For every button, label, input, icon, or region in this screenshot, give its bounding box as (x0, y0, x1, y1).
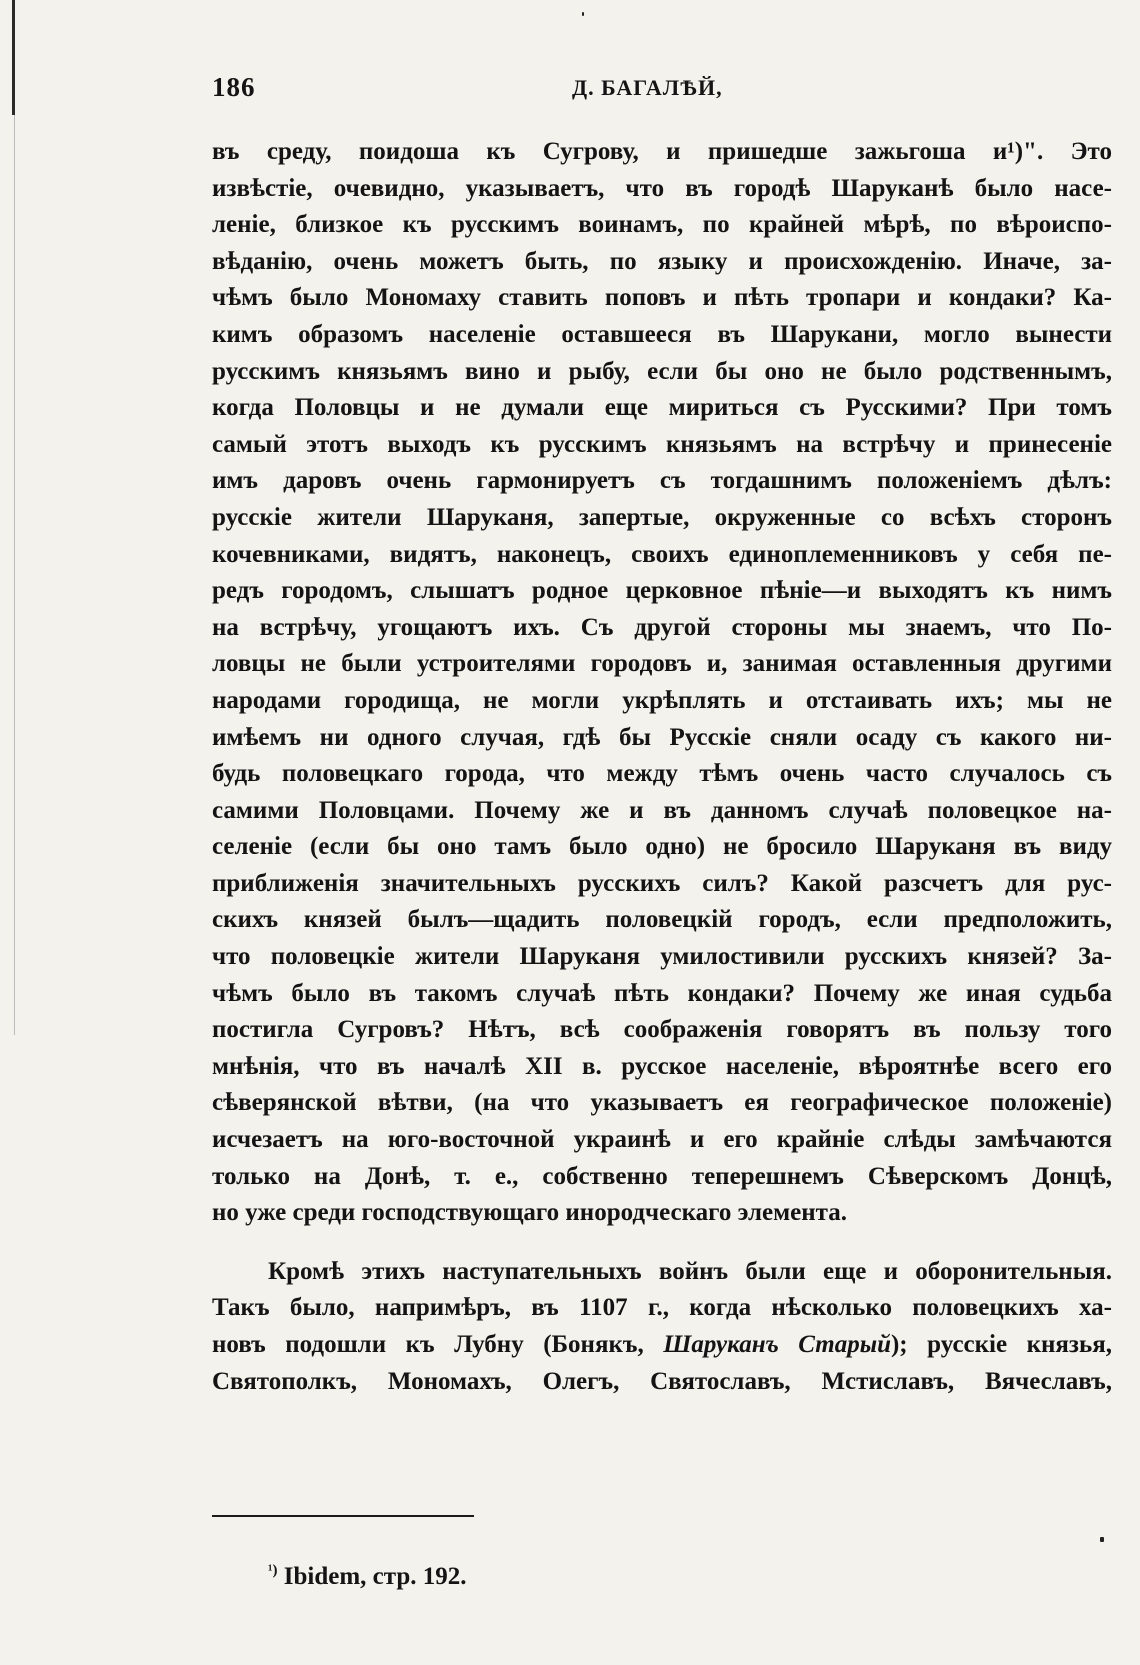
text-line: самими Половцами. Почему же и въ данномъ случаѣ половецкое на- (212, 796, 1112, 824)
text-line: русскіе жители Шаруканя, запертые, окруженные со всѣхъ сторонъ (212, 503, 1112, 531)
text-line: имѣемъ ни одного случая, гдѣ бы Русскіе сняли осаду съ какого ни- (212, 723, 1112, 751)
text-line: Святополкъ, Мономахъ, Олегъ, Святославъ, Мстиславъ, Вячеславъ, (212, 1367, 1112, 1395)
footnote (268, 1563, 467, 1591)
footnote-marker: ¹) (268, 1562, 278, 1579)
text-line-with-italic (212, 1327, 1112, 1364)
text-line: но уже среди господствующаго инородческаго элемента. (212, 1199, 847, 1227)
text-line: русскимъ князьямъ вино и рыбу, если бы оно не было родственнымъ, (212, 357, 1112, 385)
text-span: ); русскіе князья, (890, 1331, 1112, 1358)
text-line: Такъ было, напримѣръ, въ 1107 г., когда нѣсколько половецкихъ ха- (212, 1294, 1112, 1322)
text-line: селеніе (если бы оно тамъ было одно) не бросило Шаруканя въ виду (212, 833, 1112, 861)
text-line: только на Донѣ, т. е., собственно теперешнемъ Сѣверскомъ Донцѣ, (212, 1162, 1112, 1190)
text-line: что половецкіе жители Шаруканя умилостивили русскихъ князей? За- (212, 943, 1112, 971)
text-line: мнѣнія, что въ началѣ XII в. русское населеніе, вѣроятнѣе всего его (212, 1052, 1112, 1080)
print-speck (1100, 1537, 1104, 1542)
text-span: новъ подошли къ Лубну (Бонякъ, (212, 1331, 664, 1358)
paragraph-1 (212, 134, 1112, 1232)
text-line: народами городища, не могли укрѣплять и отстаивать ихъ; мы не (212, 686, 1112, 714)
paragraph-gap (212, 1232, 1112, 1254)
text-line: когда Половцы и не думали еще мириться съ Русскими? При томъ (212, 394, 1112, 422)
print-speck (582, 12, 584, 16)
page-binding-edge (12, 0, 15, 115)
text-line: имъ даровъ очень гармонируетъ съ тогдашнимъ положеніемъ дѣлъ: (212, 467, 1112, 495)
text-line: кимъ образомъ населеніе оставшееся въ Шарукани, могло вынести (212, 320, 1112, 348)
text-line: въ среду, поидоша къ Сугрову, и пришедше зажьгоша и¹)". Это (212, 138, 1112, 165)
body-text (212, 134, 1112, 1400)
italic-name: Шаруканъ Старый (663, 1331, 891, 1358)
text-line: на встрѣчу, угощаютъ ихъ. Съ другой стороны мы знаемъ, что По- (212, 613, 1112, 641)
text-line: ловцы не были устроителями городовъ и, занимая оставленныя другими (212, 650, 1112, 678)
text-line: приближенія значительныхъ русскихъ силъ? Какой разсчетъ для рус- (212, 869, 1112, 897)
text-line: чѣмъ было Мономаху ставить поповъ и пѣть тропари и кондаки? Ка- (212, 284, 1112, 312)
text-line: чѣмъ было въ такомъ случаѣ пѣть кондаки? Почему же иная судьба (212, 979, 1112, 1007)
text-line: вѣданію, очень можетъ быть, по языку и происхожденію. Иначе, за- (212, 247, 1112, 275)
text-line: постигла Сугровъ? Нѣтъ, всѣ соображенія говорятъ въ пользу того (212, 1016, 1112, 1044)
running-head: Д. БАГАЛѢЙ, (572, 75, 723, 100)
page-number: 186 (212, 72, 256, 102)
footnote-text: Ibidem, стр. 192. (283, 1563, 467, 1590)
paragraph-2 (212, 1254, 1112, 1400)
text-line: кочевниками, видятъ, наконецъ, своихъ единоплеменниковъ у себя пе- (212, 540, 1112, 568)
page-header (212, 72, 1112, 112)
text-line: редъ городомъ, слышатъ родное церковное пѣніе—и выходятъ къ нимъ (212, 577, 1112, 605)
page-binding-shadow (14, 115, 15, 1035)
text-line: исчезаетъ на юго-восточной украинѣ и его крайніе слѣды замѣчаются (212, 1126, 1112, 1154)
text-line: сѣверянской вѣтви, (на что указываетъ ея географическое положеніе) (212, 1089, 1112, 1117)
text-line: леніе, близкое къ русскимъ воинамъ, по крайней мѣрѣ, по вѣроиспо- (212, 211, 1112, 239)
text-line: будь половецкаго города, что между тѣмъ очень часто случалось съ (212, 760, 1112, 788)
text-line: скихъ князей былъ—щадить половецкій городъ, если предположить, (212, 906, 1112, 934)
text-line: Кромѣ этихъ наступательныхъ войнъ были еще и оборонительныя. (268, 1257, 1112, 1285)
footnote-rule (212, 1515, 474, 1517)
text-line: извѣстіе, очевидно, указываетъ, что въ городѣ Шаруканѣ было насе- (212, 174, 1112, 202)
text-line: самый этотъ выходъ къ русскимъ князьямъ на встрѣчу и принесеніе (212, 430, 1112, 458)
